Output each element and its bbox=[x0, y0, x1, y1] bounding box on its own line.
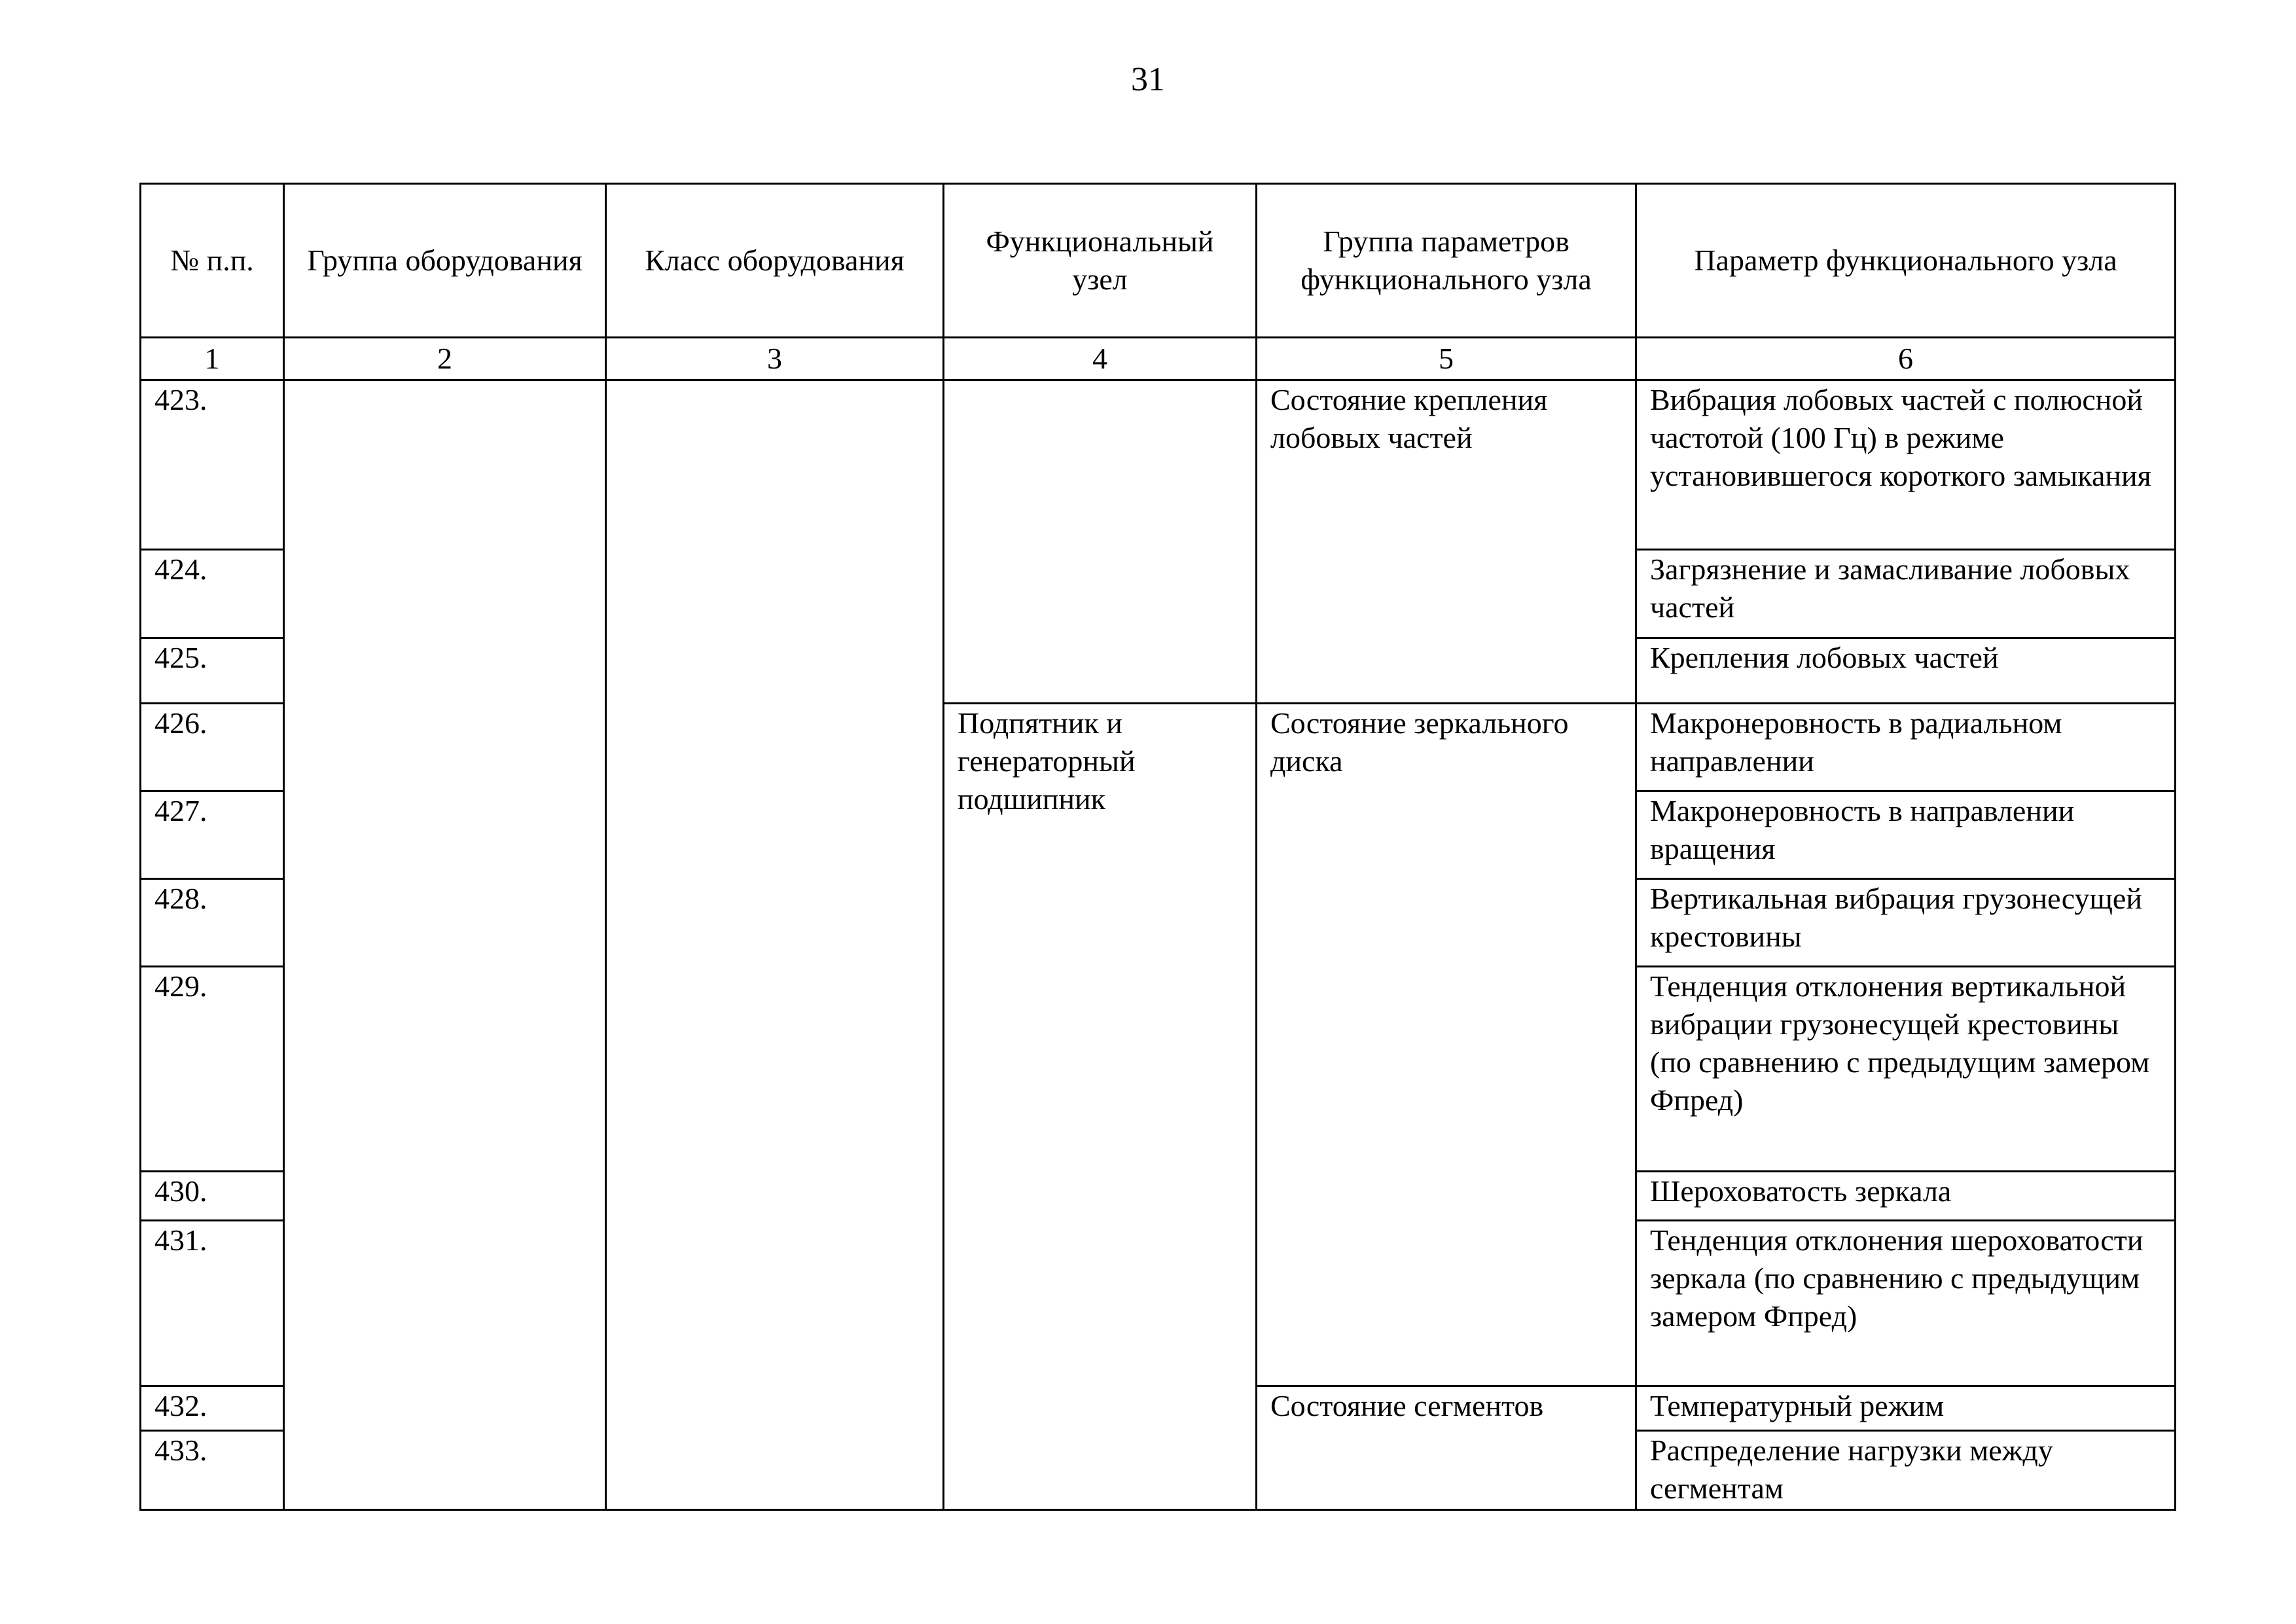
parameter-group-cell: Состояние сегментов bbox=[1257, 1386, 1636, 1510]
parameter-cell: Распределение нагрузки между сегментам bbox=[1636, 1431, 2176, 1510]
equipment-parameters-table bbox=[139, 183, 2176, 1511]
parameter-group-cell: Состояние крепления лобовых частей bbox=[1257, 380, 1636, 704]
parameter-cell: Шероховатость зеркала bbox=[1636, 1172, 2176, 1221]
row-number: 433. bbox=[141, 1431, 284, 1510]
parameter-cell: Тенденция отклонения шероховатости зеркала (по сравнению с предыдущим замером Фпред) bbox=[1636, 1221, 2176, 1386]
column-number-6: 6 bbox=[1636, 338, 2176, 380]
column-number-4: 4 bbox=[944, 338, 1257, 380]
row-number: 432. bbox=[141, 1386, 284, 1431]
column-number-row bbox=[141, 338, 2176, 380]
header-parameter-group: Группа параметров функционального узла bbox=[1257, 184, 1636, 338]
functional-unit-cell: Подпятник и генераторный подшипник bbox=[944, 704, 1257, 1510]
parameter-cell: Температурный режим bbox=[1636, 1386, 2176, 1431]
page-number: 31 bbox=[1131, 61, 1165, 98]
header-equipment-group: Группа оборудования bbox=[284, 184, 606, 338]
row-number: 423. bbox=[141, 380, 284, 550]
row-number: 430. bbox=[141, 1172, 284, 1221]
header-number: № п.п. bbox=[141, 184, 284, 338]
parameter-cell: Вибрация лобовых частей с полюсной частотой (100 Гц) в режиме установившегося короткого замыкания bbox=[1636, 380, 2176, 550]
parameter-cell: Загрязнение и замасливание лобовых частей bbox=[1636, 550, 2176, 638]
row-number: 426. bbox=[141, 704, 284, 791]
functional-unit-cell bbox=[944, 380, 1257, 704]
table-header-row bbox=[141, 184, 2176, 338]
row-number: 431. bbox=[141, 1221, 284, 1386]
parameter-cell: Крепления лобовых частей bbox=[1636, 638, 2176, 704]
equipment-class-cell bbox=[606, 380, 944, 1510]
table-row bbox=[141, 380, 2176, 550]
parameter-group-cell: Состояние зеркального диска bbox=[1257, 704, 1636, 1386]
parameter-cell: Тенденция отклонения вертикальной вибрации грузонесущей крестовины (по сравнению с предыдущим замером Фпред) bbox=[1636, 967, 2176, 1172]
header-parameter: Параметр функционального узла bbox=[1636, 184, 2176, 338]
header-equipment-class: Класс оборудования bbox=[606, 184, 944, 338]
column-number-5: 5 bbox=[1257, 338, 1636, 380]
column-number-3: 3 bbox=[606, 338, 944, 380]
equipment-group-cell bbox=[284, 380, 606, 1510]
header-functional-unit: Функциональный узел bbox=[944, 184, 1257, 338]
column-number-2: 2 bbox=[284, 338, 606, 380]
row-number: 429. bbox=[141, 967, 284, 1172]
parameter-cell: Вертикальная вибрация грузонесущей крестовины bbox=[1636, 879, 2176, 967]
row-number: 424. bbox=[141, 550, 284, 638]
column-number-1: 1 bbox=[141, 338, 284, 380]
parameter-cell: Макронеровность в направлении вращения bbox=[1636, 791, 2176, 879]
row-number: 428. bbox=[141, 879, 284, 967]
row-number: 427. bbox=[141, 791, 284, 879]
row-number: 425. bbox=[141, 638, 284, 704]
parameter-cell: Макронеровность в радиальном направлении bbox=[1636, 704, 2176, 791]
